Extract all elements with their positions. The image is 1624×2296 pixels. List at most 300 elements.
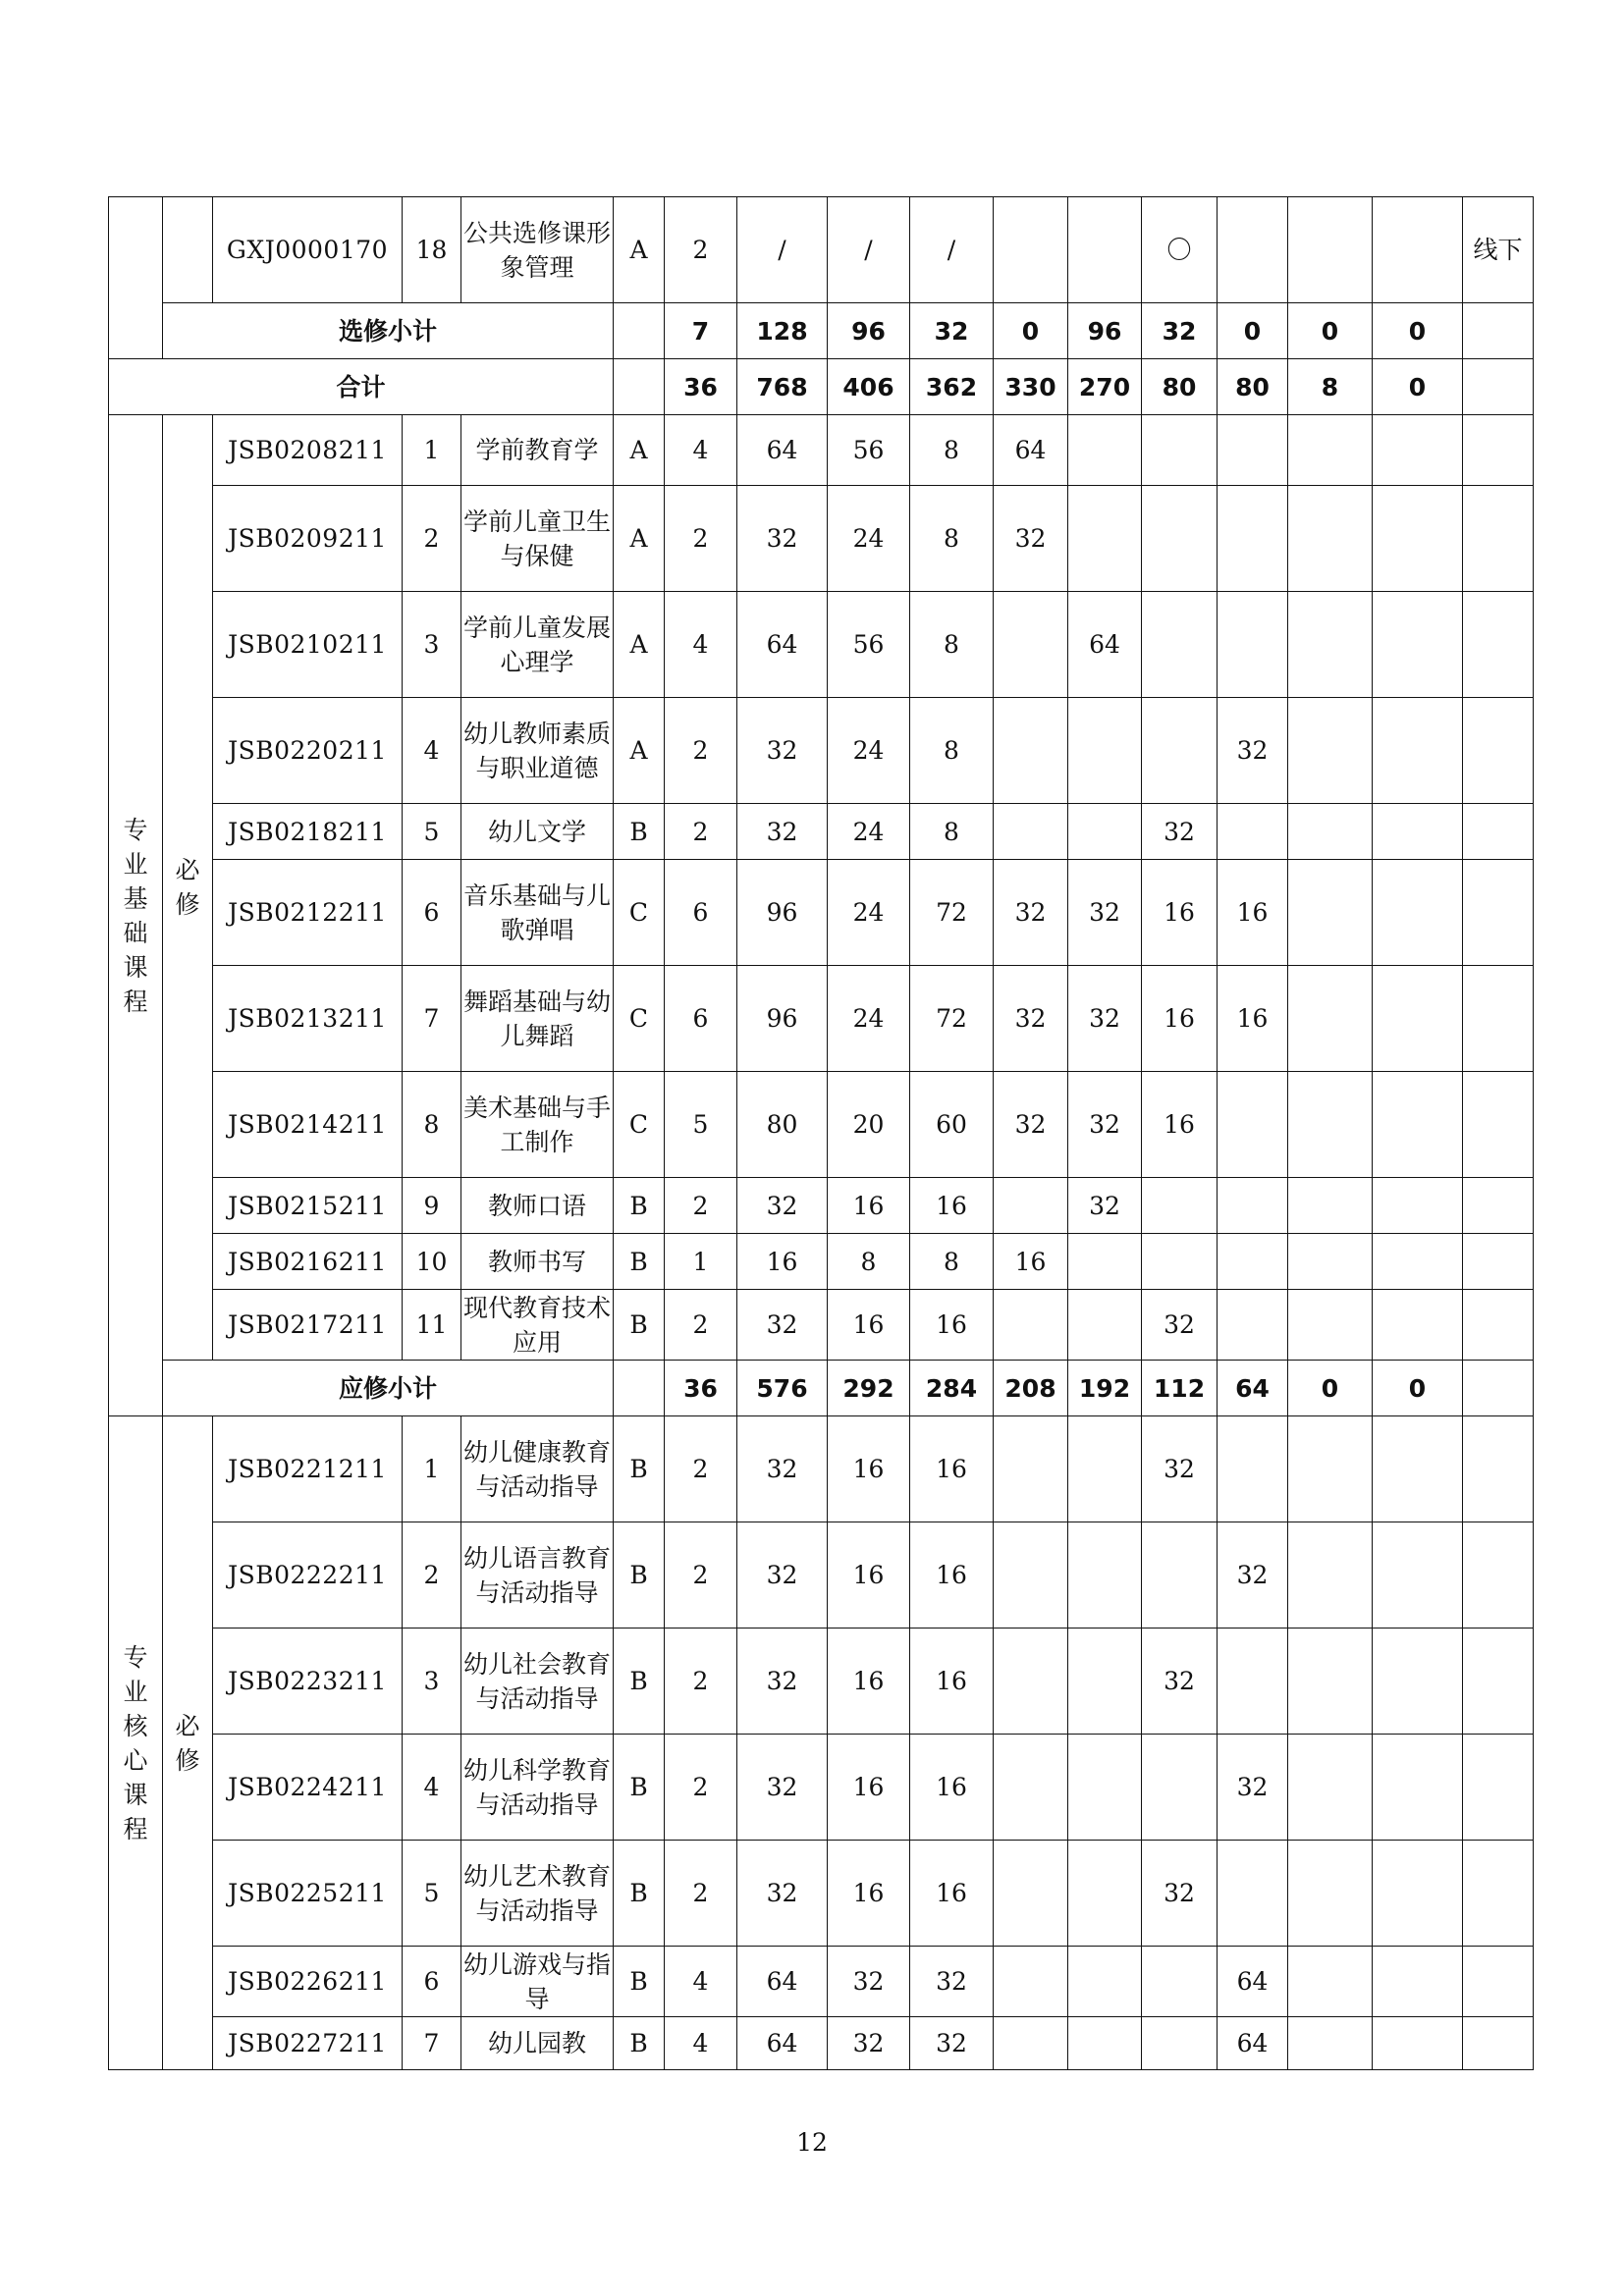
course-no: 5	[403, 804, 461, 860]
course-s2	[1068, 698, 1142, 804]
course-code: JSB0214211	[213, 1072, 403, 1178]
course-s1: 32	[994, 486, 1068, 592]
course-s1: 32	[994, 1072, 1068, 1178]
course-s3: 16	[1142, 860, 1218, 966]
summary-blank	[614, 359, 665, 415]
course-s2: 32	[1068, 1072, 1142, 1178]
course-s3	[1142, 1178, 1218, 1234]
course-remark	[1463, 1290, 1534, 1361]
category-label-text: 专业基础课程	[123, 815, 148, 1016]
course-credits: 6	[665, 860, 737, 966]
course-theory: 32	[828, 1947, 910, 2017]
course-credits: 2	[665, 1629, 737, 1735]
course-type: B	[614, 1735, 665, 1841]
course-s5	[1288, 804, 1373, 860]
course-type: B	[614, 804, 665, 860]
course-practice: /	[910, 197, 994, 303]
summary-theory: 292	[828, 1361, 910, 1416]
course-theory: 16	[828, 1416, 910, 1522]
course-name: 美术基础与手工制作	[461, 1072, 614, 1178]
course-no: 7	[403, 2017, 461, 2070]
course-practice: 16	[910, 1522, 994, 1629]
summary-s1: 330	[994, 359, 1068, 415]
table-row	[109, 804, 1534, 860]
course-code: JSB0224211	[213, 1735, 403, 1841]
course-total: 32	[737, 1735, 828, 1841]
course-no: 7	[403, 966, 461, 1072]
course-total: 64	[737, 2017, 828, 2070]
course-s1	[994, 1522, 1068, 1629]
course-credits: 2	[665, 1522, 737, 1629]
course-credits: 2	[665, 486, 737, 592]
course-total: 32	[737, 1841, 828, 1947]
course-theory: 24	[828, 698, 910, 804]
course-s3: 32	[1142, 1841, 1218, 1947]
course-s3: 16	[1142, 966, 1218, 1072]
course-practice: 8	[910, 415, 994, 486]
table-row	[109, 2017, 1534, 2070]
table-row	[109, 1841, 1534, 1947]
course-practice: 72	[910, 966, 994, 1072]
course-practice: 16	[910, 1178, 994, 1234]
course-type: A	[614, 197, 665, 303]
course-s1: 32	[994, 966, 1068, 1072]
course-s3	[1142, 415, 1218, 486]
course-total: 32	[737, 698, 828, 804]
course-s4	[1218, 486, 1288, 592]
course-name: 教师口语	[461, 1178, 614, 1234]
summary-remark	[1463, 1361, 1534, 1416]
course-s5	[1288, 197, 1373, 303]
course-s1	[994, 1629, 1068, 1735]
summary-s4: 64	[1218, 1361, 1288, 1416]
course-s1	[994, 804, 1068, 860]
course-s1: 32	[994, 860, 1068, 966]
course-s4	[1218, 592, 1288, 698]
course-s2	[1068, 486, 1142, 592]
course-s4	[1218, 1234, 1288, 1290]
course-remark	[1463, 1629, 1534, 1735]
course-s2	[1068, 1629, 1142, 1735]
course-code: JSB0227211	[213, 2017, 403, 2070]
course-name: 幼儿艺术教育与活动指导	[461, 1841, 614, 1947]
course-s1	[994, 1735, 1068, 1841]
course-credits: 2	[665, 804, 737, 860]
course-practice: 16	[910, 1629, 994, 1735]
course-theory: 8	[828, 1234, 910, 1290]
course-s3	[1142, 1947, 1218, 2017]
course-no: 2	[403, 1522, 461, 1629]
course-s2	[1068, 1522, 1142, 1629]
course-code: JSB0208211	[213, 415, 403, 486]
summary-credits: 36	[665, 359, 737, 415]
course-credits: 1	[665, 1234, 737, 1290]
course-s1: 16	[994, 1234, 1068, 1290]
course-practice: 32	[910, 1947, 994, 2017]
table-row	[109, 1522, 1534, 1629]
course-credits: 2	[665, 1178, 737, 1234]
course-credits: 2	[665, 1841, 737, 1947]
course-practice: 72	[910, 860, 994, 966]
course-code: JSB0216211	[213, 1234, 403, 1290]
course-type: B	[614, 1290, 665, 1361]
summary-practice: 284	[910, 1361, 994, 1416]
course-s1	[994, 1947, 1068, 2017]
course-s6	[1373, 804, 1463, 860]
course-remark: 线下	[1463, 197, 1534, 303]
summary-theory: 406	[828, 359, 910, 415]
course-type: A	[614, 698, 665, 804]
summary-s6: 0	[1373, 303, 1463, 359]
course-code: JSB0226211	[213, 1947, 403, 2017]
course-theory: 24	[828, 804, 910, 860]
course-code: JSB0220211	[213, 698, 403, 804]
course-s4	[1218, 1178, 1288, 1234]
course-remark	[1463, 1522, 1534, 1629]
course-total: 64	[737, 1947, 828, 2017]
course-theory: 24	[828, 486, 910, 592]
course-practice: 8	[910, 486, 994, 592]
course-no: 1	[403, 415, 461, 486]
course-s5	[1288, 1947, 1373, 2017]
required-label-text: 必修	[175, 856, 200, 919]
course-no: 1	[403, 1416, 461, 1522]
summary-credits: 36	[665, 1361, 737, 1416]
course-remark	[1463, 486, 1534, 592]
course-total: 32	[737, 1416, 828, 1522]
course-s1	[994, 1841, 1068, 1947]
table-row	[109, 966, 1534, 1072]
summary-s2: 270	[1068, 359, 1142, 415]
summary-blank	[614, 1361, 665, 1416]
course-credits: 4	[665, 1947, 737, 2017]
course-s5	[1288, 415, 1373, 486]
course-s6	[1373, 1072, 1463, 1178]
course-s6	[1373, 860, 1463, 966]
course-code: JSB0221211	[213, 1416, 403, 1522]
course-remark	[1463, 1416, 1534, 1522]
course-name: 幼儿社会教育与活动指导	[461, 1629, 614, 1735]
course-practice: 16	[910, 1841, 994, 1947]
course-s1	[994, 197, 1068, 303]
course-s1	[994, 2017, 1068, 2070]
summary-s5: 0	[1288, 303, 1373, 359]
summary-credits: 7	[665, 303, 737, 359]
table-row	[109, 197, 1534, 303]
course-s1	[994, 1178, 1068, 1234]
course-total: 96	[737, 966, 828, 1072]
course-name: 学前儿童发展心理学	[461, 592, 614, 698]
course-no: 4	[403, 698, 461, 804]
required-cell-continued	[163, 197, 213, 303]
course-credits: 4	[665, 2017, 737, 2070]
course-remark	[1463, 1841, 1534, 1947]
course-name: 现代教育技术应用	[461, 1290, 614, 1361]
course-s2: 32	[1068, 966, 1142, 1072]
course-no: 4	[403, 1735, 461, 1841]
summary-s5: 8	[1288, 359, 1373, 415]
course-theory: 56	[828, 415, 910, 486]
course-name: 学前教育学	[461, 415, 614, 486]
course-total: 32	[737, 1290, 828, 1361]
course-s4: 64	[1218, 2017, 1288, 2070]
course-type: B	[614, 1178, 665, 1234]
table-row	[109, 1234, 1534, 1290]
course-s6	[1373, 197, 1463, 303]
course-s5	[1288, 592, 1373, 698]
course-code: JSB0212211	[213, 860, 403, 966]
course-s2	[1068, 197, 1142, 303]
course-theory: 32	[828, 2017, 910, 2070]
course-s3: 16	[1142, 1072, 1218, 1178]
summary-s6: 0	[1373, 359, 1463, 415]
course-s2	[1068, 1841, 1142, 1947]
course-s6	[1373, 1735, 1463, 1841]
course-remark	[1463, 804, 1534, 860]
course-practice: 8	[910, 698, 994, 804]
course-s5	[1288, 966, 1373, 1072]
table-row	[109, 486, 1534, 592]
course-remark	[1463, 1072, 1534, 1178]
course-s3: 32	[1142, 1290, 1218, 1361]
course-s6	[1373, 592, 1463, 698]
course-name: 公共选修课形象管理	[461, 197, 614, 303]
course-s3: 〇	[1142, 197, 1218, 303]
course-theory: 24	[828, 860, 910, 966]
course-credits: 2	[665, 1735, 737, 1841]
course-name: 学前儿童卫生与保健	[461, 486, 614, 592]
course-name: 幼儿语言教育与活动指导	[461, 1522, 614, 1629]
course-type: B	[614, 1841, 665, 1947]
course-practice: 32	[910, 2017, 994, 2070]
course-plan-table	[108, 196, 1534, 2070]
course-practice: 8	[910, 1234, 994, 1290]
course-remark	[1463, 966, 1534, 1072]
course-s3	[1142, 1522, 1218, 1629]
course-s6	[1373, 1841, 1463, 1947]
course-name: 幼儿文学	[461, 804, 614, 860]
course-s3	[1142, 1735, 1218, 1841]
course-practice: 8	[910, 804, 994, 860]
course-name: 幼儿园教	[461, 2017, 614, 2070]
subtotal-row	[109, 303, 1534, 359]
subtotal-label: 选修小计	[163, 303, 614, 359]
course-name: 幼儿健康教育与活动指导	[461, 1416, 614, 1522]
course-remark	[1463, 592, 1534, 698]
course-s4: 16	[1218, 860, 1288, 966]
required-label	[163, 415, 213, 1361]
course-code: JSB0210211	[213, 592, 403, 698]
course-code: JSB0209211	[213, 486, 403, 592]
course-s4	[1218, 804, 1288, 860]
course-total: 32	[737, 1522, 828, 1629]
summary-s3: 80	[1142, 359, 1218, 415]
course-s6	[1373, 1629, 1463, 1735]
course-total: /	[737, 197, 828, 303]
course-remark	[1463, 2017, 1534, 2070]
course-s5	[1288, 1522, 1373, 1629]
summary-total: 768	[737, 359, 828, 415]
course-s4	[1218, 197, 1288, 303]
course-total: 64	[737, 415, 828, 486]
course-no: 6	[403, 1947, 461, 2017]
course-s5	[1288, 2017, 1373, 2070]
course-theory: 16	[828, 1522, 910, 1629]
course-s3: 32	[1142, 1416, 1218, 1522]
course-s6	[1373, 1522, 1463, 1629]
course-theory: 16	[828, 1629, 910, 1735]
summary-practice: 32	[910, 303, 994, 359]
course-s6	[1373, 1290, 1463, 1361]
course-total: 32	[737, 1629, 828, 1735]
course-s2	[1068, 1234, 1142, 1290]
summary-s5: 0	[1288, 1361, 1373, 1416]
course-theory: /	[828, 197, 910, 303]
course-s6	[1373, 1234, 1463, 1290]
summary-s1: 0	[994, 303, 1068, 359]
course-s4: 32	[1218, 1735, 1288, 1841]
course-name: 教师书写	[461, 1234, 614, 1290]
course-s1	[994, 592, 1068, 698]
course-s1	[994, 1416, 1068, 1522]
course-remark	[1463, 860, 1534, 966]
course-s5	[1288, 1416, 1373, 1522]
course-code: JSB0217211	[213, 1290, 403, 1361]
total-row	[109, 359, 1534, 415]
course-type: A	[614, 592, 665, 698]
course-credits: 6	[665, 966, 737, 1072]
course-s6	[1373, 698, 1463, 804]
course-type: B	[614, 1522, 665, 1629]
course-no: 3	[403, 592, 461, 698]
course-theory: 16	[828, 1735, 910, 1841]
course-s3	[1142, 2017, 1218, 2070]
summary-remark	[1463, 303, 1534, 359]
course-s1	[994, 1290, 1068, 1361]
course-type: B	[614, 1416, 665, 1522]
course-total: 96	[737, 860, 828, 966]
course-credits: 2	[665, 197, 737, 303]
course-name: 音乐基础与儿歌弹唱	[461, 860, 614, 966]
summary-s6: 0	[1373, 1361, 1463, 1416]
course-remark	[1463, 1178, 1534, 1234]
course-s6	[1373, 1947, 1463, 2017]
course-s2: 64	[1068, 592, 1142, 698]
course-s1: 64	[994, 415, 1068, 486]
course-s4: 32	[1218, 698, 1288, 804]
summary-s3: 112	[1142, 1361, 1218, 1416]
table-row	[109, 860, 1534, 966]
table-row	[109, 1947, 1534, 2017]
course-s6	[1373, 966, 1463, 1072]
table-row	[109, 1178, 1534, 1234]
course-s5	[1288, 1735, 1373, 1841]
summary-total: 128	[737, 303, 828, 359]
course-total: 64	[737, 592, 828, 698]
course-remark	[1463, 698, 1534, 804]
required-label-text: 必修	[175, 1711, 200, 1775]
category-cell-continued	[109, 197, 163, 359]
course-s4	[1218, 1841, 1288, 1947]
course-s2	[1068, 1290, 1142, 1361]
course-type: A	[614, 486, 665, 592]
course-name: 幼儿游戏与指导	[461, 1947, 614, 2017]
course-remark	[1463, 415, 1534, 486]
course-theory: 16	[828, 1290, 910, 1361]
course-code: JSB0223211	[213, 1629, 403, 1735]
course-s3: 32	[1142, 1629, 1218, 1735]
course-no: 11	[403, 1290, 461, 1361]
course-s2: 32	[1068, 1178, 1142, 1234]
course-s5	[1288, 1290, 1373, 1361]
course-type: B	[614, 1234, 665, 1290]
course-s2	[1068, 415, 1142, 486]
course-code: GXJ0000170	[213, 197, 403, 303]
summary-s4: 80	[1218, 359, 1288, 415]
course-s4: 32	[1218, 1522, 1288, 1629]
course-credits: 4	[665, 415, 737, 486]
course-code: JSB0222211	[213, 1522, 403, 1629]
course-code: JSB0213211	[213, 966, 403, 1072]
course-s3: 32	[1142, 804, 1218, 860]
summary-s1: 208	[994, 1361, 1068, 1416]
subtotal-label: 应修小计	[163, 1361, 614, 1416]
category-label	[109, 1416, 163, 2070]
course-no: 10	[403, 1234, 461, 1290]
course-s2: 32	[1068, 860, 1142, 966]
course-s3	[1142, 1234, 1218, 1290]
course-total: 80	[737, 1072, 828, 1178]
course-s5	[1288, 698, 1373, 804]
course-code: JSB0215211	[213, 1178, 403, 1234]
course-name: 舞蹈基础与幼儿舞蹈	[461, 966, 614, 1072]
course-name: 幼儿教师素质与职业道德	[461, 698, 614, 804]
course-s5	[1288, 486, 1373, 592]
course-type: B	[614, 2017, 665, 2070]
table-row	[109, 592, 1534, 698]
course-credits: 5	[665, 1072, 737, 1178]
course-remark	[1463, 1947, 1534, 2017]
course-theory: 16	[828, 1841, 910, 1947]
course-no: 2	[403, 486, 461, 592]
table-body	[109, 197, 1534, 2070]
course-total: 32	[737, 486, 828, 592]
summary-theory: 96	[828, 303, 910, 359]
course-no: 6	[403, 860, 461, 966]
course-theory: 16	[828, 1178, 910, 1234]
course-s2	[1068, 2017, 1142, 2070]
course-s1	[994, 698, 1068, 804]
summary-s2: 96	[1068, 303, 1142, 359]
course-theory: 20	[828, 1072, 910, 1178]
course-no: 9	[403, 1178, 461, 1234]
course-theory: 24	[828, 966, 910, 1072]
course-practice: 16	[910, 1290, 994, 1361]
table-row	[109, 1072, 1534, 1178]
table-row	[109, 1290, 1534, 1361]
course-code: JSB0218211	[213, 804, 403, 860]
course-remark	[1463, 1735, 1534, 1841]
course-s4	[1218, 415, 1288, 486]
course-practice: 16	[910, 1416, 994, 1522]
course-no: 18	[403, 197, 461, 303]
summary-remark	[1463, 359, 1534, 415]
course-practice: 16	[910, 1735, 994, 1841]
page-number: 12	[796, 2128, 828, 2157]
subtotal-row	[109, 1361, 1534, 1416]
course-credits: 4	[665, 592, 737, 698]
course-s6	[1373, 415, 1463, 486]
